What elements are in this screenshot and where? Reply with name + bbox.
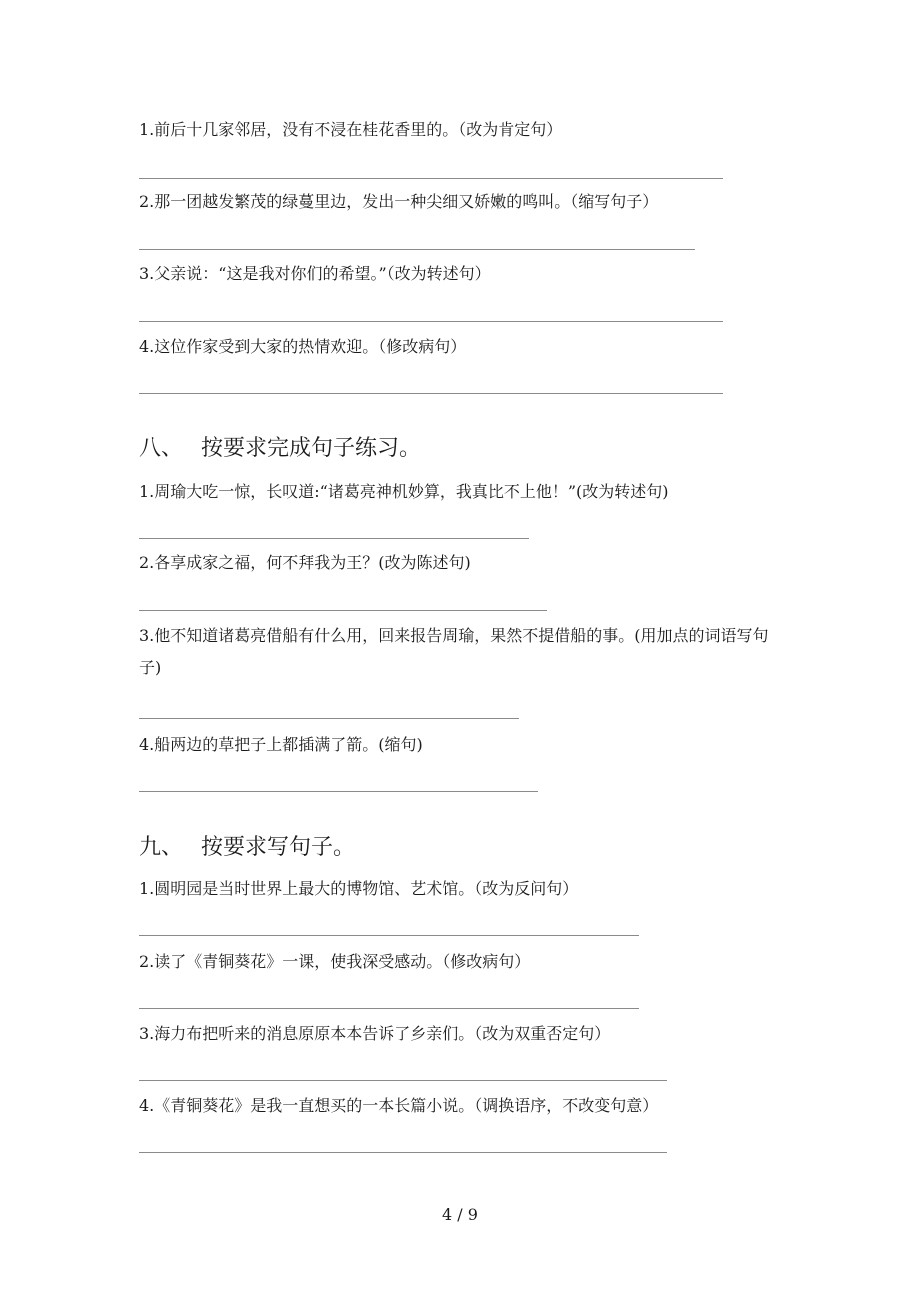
question-text: 3.父亲说：“这是我对你们的希望。”（改为转述句） (139, 264, 491, 283)
question-text: 1.圆明园是当时世界上最大的博物馆、艺术馆。（改为反问句） (139, 879, 579, 898)
section-heading-8 (139, 435, 421, 463)
answer-line[interactable] (139, 610, 547, 611)
answer-line[interactable] (139, 321, 723, 322)
question-text: 1.前后十几家邻居，没有不浸在桂花香里的。（改为肯定句） (139, 120, 563, 139)
question-text: 2.那一团越发繁茂的绿蔓里边，发出一种尖细又娇嫩的鸣叫。（缩写句子） (139, 192, 659, 211)
section-heading-9 (139, 834, 355, 862)
question-text: 3.他不知道诸葛亮借船有什么用，回来报告周瑜，果然不提借船的事。(用加点的词语写句子) (139, 626, 769, 677)
answer-line[interactable] (139, 718, 519, 719)
answer-line[interactable] (139, 538, 529, 539)
answer-line[interactable] (139, 178, 723, 179)
question-text: 3.海力布把听来的消息原原本本告诉了乡亲们。（改为双重否定句） (139, 1024, 611, 1043)
answer-line[interactable] (139, 249, 695, 250)
question-text: 2.读了《青铜葵花》一课，使我深受感动。（修改病句） (139, 952, 531, 971)
answer-line[interactable] (139, 393, 723, 394)
answer-line[interactable] (139, 1080, 667, 1081)
question-text: 2.各享成家之福，何不拜我为王？(改为陈述句) (139, 553, 471, 572)
page-number: 4 / 9 (442, 1205, 478, 1224)
section-title: 按要求完成句子练习。 (201, 436, 422, 461)
question-text: 4.《青铜葵花》是我一直想买的一本长篇小说。（调换语序，不改变句意） (139, 1096, 659, 1115)
section-number: 九、 (139, 835, 184, 860)
section-title: 按要求写句子。 (201, 835, 356, 860)
question-text: 4.这位作家受到大家的热情欢迎。（修改病句） (139, 337, 467, 356)
answer-line[interactable] (139, 791, 538, 792)
section-number: 八、 (139, 436, 184, 461)
question-text: 1.周瑜大吃一惊，长叹道:“诸葛亮神机妙算，我真比不上他！”(改为转述句) (139, 482, 669, 501)
answer-line[interactable] (139, 1008, 639, 1009)
answer-line[interactable] (139, 935, 639, 936)
answer-line[interactable] (139, 1152, 667, 1153)
question-text: 4.船两边的草把子上都插满了箭。(缩句) (139, 735, 423, 754)
